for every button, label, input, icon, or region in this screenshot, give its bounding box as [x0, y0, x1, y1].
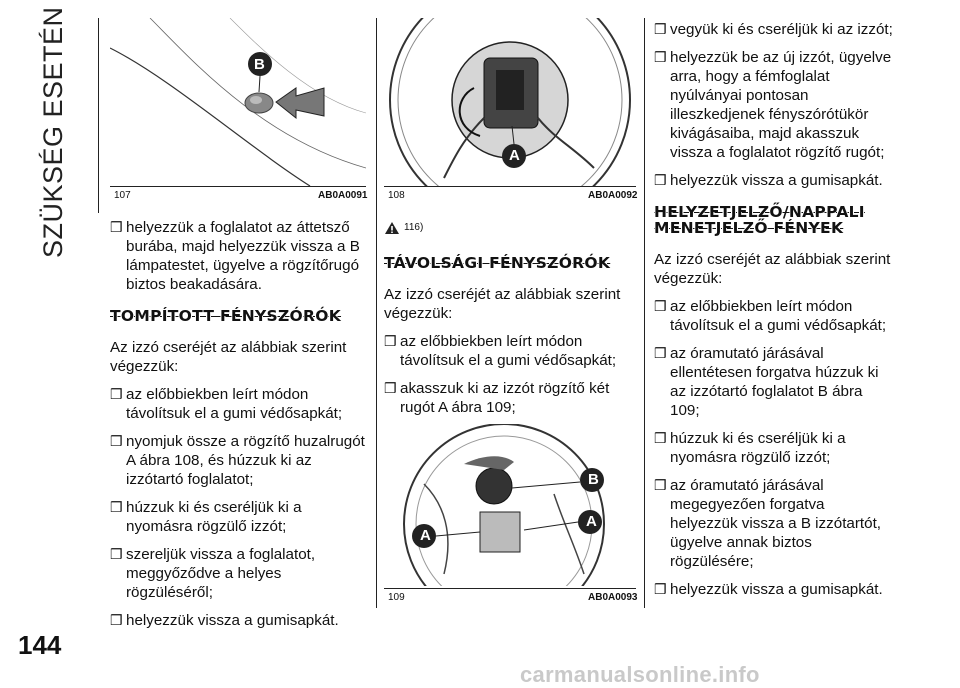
checkbox-bullet-icon: ❒	[654, 477, 667, 493]
list-item: ❒ húzzuk ki és cseréljük ki a nyomásra rögzülő izzót;	[110, 499, 302, 535]
column-1	[110, 218, 366, 639]
list-item: ❒ helyezzük vissza a gumisapkát.	[110, 612, 339, 629]
list-item: ❒ helyezzük a foglalatot az áttetsző burába, majd helyezzük vissza a B lámpatestet, ügyelve a rögzítőrugó biztos beakadására.	[110, 219, 360, 293]
intro-text: Az izzó cseréjét az alábbiak szerint végezzük:	[110, 339, 347, 375]
section-divider	[98, 18, 99, 213]
figure-107-bottom-rule	[110, 186, 366, 187]
figure-108-bottom-rule	[384, 186, 636, 187]
figure-107-number: 107	[114, 190, 131, 201]
list-item: ❒ akasszuk ki az izzót rögzítő két rugót A ábra 109;	[384, 380, 610, 416]
figure-109-letter-a-right: A	[586, 513, 597, 530]
checkbox-bullet-icon: ❒	[654, 430, 667, 446]
column-divider-1	[376, 18, 377, 608]
figure-109-letter-b: B	[588, 471, 599, 488]
figure-108-number: 108	[388, 190, 405, 201]
checkbox-bullet-icon: ❒	[654, 49, 667, 65]
checkbox-bullet-icon: ❒	[110, 219, 123, 235]
figure-108-code: AB0A0092	[588, 190, 638, 201]
warning-note: 116)	[384, 218, 636, 237]
list-item: ❒ az előbbiekben leírt módon távolítsuk el a gumi védősapkát;	[384, 333, 617, 369]
checkbox-bullet-icon: ❒	[654, 21, 667, 37]
figure-107-letter-b: B	[254, 56, 265, 73]
section-title: SZÜKSÉG ESETÉN	[38, 6, 68, 258]
figure-109-letter-a-left: A	[420, 527, 431, 544]
list-item: ❒ az óramutató járásával ellentétesen forgatva húzzuk ki az izzótartó foglalatot B ábra 109;	[654, 345, 879, 419]
figure-109-code: AB0A0093	[588, 592, 638, 603]
intro-text: Az izzó cseréjét az alábbiak szerint végezzük:	[654, 251, 891, 287]
checkbox-bullet-icon: ❒	[110, 612, 123, 628]
column-2	[384, 210, 636, 426]
section-heading: HELYZETJELZŐ/NAPPALI MENETJELZŐ FÉNYEK	[654, 203, 865, 237]
column-3	[654, 20, 894, 608]
figure-109-number: 109	[388, 592, 405, 603]
list-item: ❒ az óramutató járásával megegyezően forgatva helyezzük vissza a B izzótartót, ügyelve annak biztos rögzülésére;	[654, 477, 882, 570]
list-item: ❒ helyezzük vissza a gumisapkát.	[654, 581, 883, 598]
checkbox-bullet-icon: ❒	[654, 172, 667, 188]
figure-109-bottom-rule	[384, 588, 636, 589]
checkbox-bullet-icon: ❒	[654, 298, 667, 314]
list-item: ❒ helyezzük be az új izzót, ügyelve arra, hogy a fémfoglalat nyúlványai pontosan illeszkedjenek fényszórótükör kivágásaiba, majd akasszuk vissza a foglalatot rögzítő rugót;	[654, 49, 892, 161]
list-item: ❒ nyomjuk össze a rögzítő huzalrugót A ábra 108, és húzzuk ki az izzótartó foglalatot;	[110, 433, 365, 488]
list-item: ❒ helyezzük vissza a gumisapkát.	[654, 172, 883, 189]
figure-108-letter-a: A	[509, 147, 520, 164]
page-number: 144	[18, 630, 62, 660]
checkbox-bullet-icon: ❒	[110, 386, 123, 402]
list-item: ❒ az előbbiekben leírt módon távolítsuk el a gumi védősapkát;	[654, 298, 887, 334]
watermark: carmanualsonline.info	[520, 662, 760, 687]
checkbox-bullet-icon: ❒	[654, 581, 667, 597]
section-heading: TÁVOLSÁGI FÉNYSZÓRÓK	[384, 254, 611, 272]
figure-107-code: AB0A0091	[318, 190, 368, 201]
column-divider-2	[644, 18, 645, 608]
checkbox-bullet-icon: ❒	[110, 499, 123, 515]
checkbox-bullet-icon: ❒	[110, 546, 123, 562]
checkbox-bullet-icon: ❒	[654, 345, 667, 361]
list-item: ❒ húzzuk ki és cseréljük ki a nyomásra rögzülő izzót;	[654, 430, 846, 466]
warning-icon	[384, 221, 400, 235]
checkbox-bullet-icon: ❒	[384, 333, 397, 349]
list-item: ❒ az előbbiekben leírt módon távolítsuk el a gumi védősapkát;	[110, 386, 343, 422]
list-item: ❒ szereljük vissza a foglalatot, meggyőződve a helyes rögzüléséről;	[110, 546, 316, 601]
figure-109	[384, 424, 636, 586]
checkbox-bullet-icon: ❒	[110, 433, 123, 449]
intro-text: Az izzó cseréjét az alábbiak szerint végezzük:	[384, 286, 621, 322]
checkbox-bullet-icon: ❒	[384, 380, 397, 396]
section-heading: TOMPÍTOTT FÉNYSZÓRÓK	[110, 307, 342, 325]
figure-107	[110, 18, 366, 186]
list-item: ❒ vegyük ki és cseréljük ki az izzót;	[654, 21, 893, 38]
